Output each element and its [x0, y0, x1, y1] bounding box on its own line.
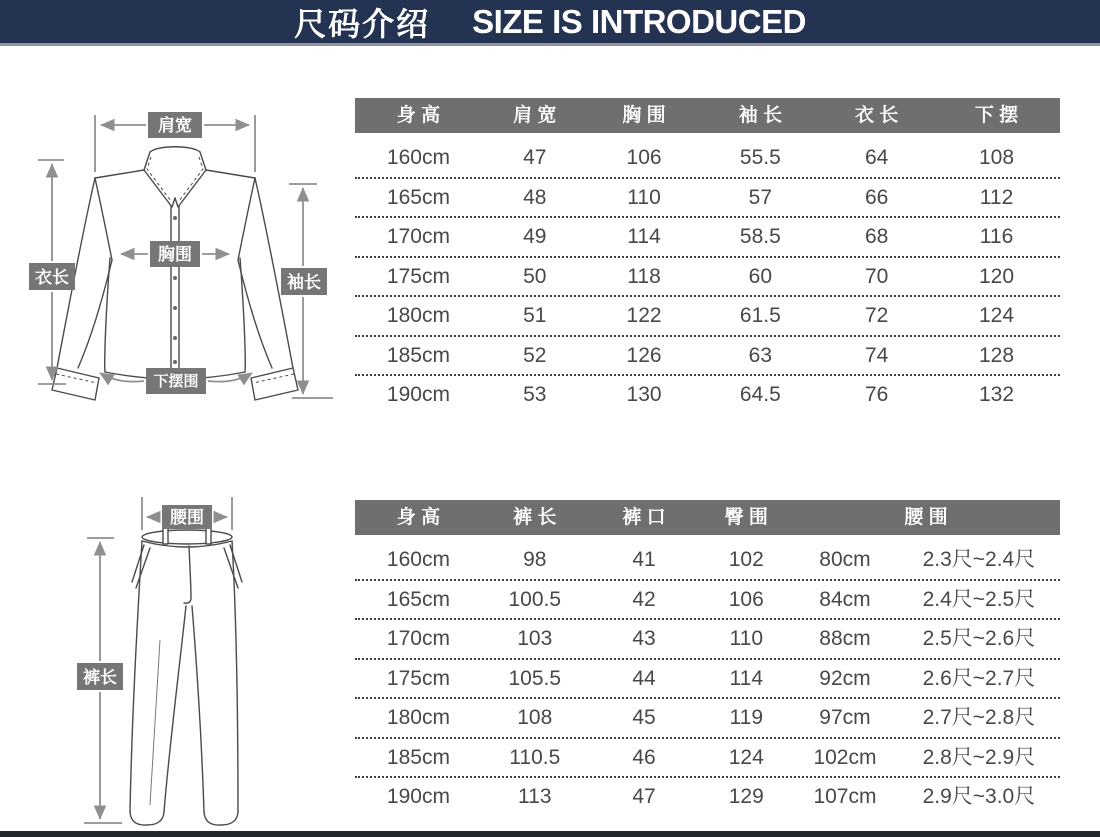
pants-table-body [355, 535, 1060, 816]
table-cell: 48 [523, 185, 547, 209]
table-cell: 160cm [386, 548, 450, 572]
table-cell: 98 [523, 548, 547, 572]
table-cell: 185cm [386, 745, 450, 769]
hem-circumference-label: 下摆围 [153, 373, 199, 390]
table-cell: 106 [728, 587, 764, 611]
table-row [355, 297, 1060, 337]
table-cell: 175cm [386, 264, 450, 288]
column-header: 衣 长 [855, 105, 899, 126]
table-cell: 114 [627, 225, 661, 249]
table-cell: 190cm [386, 383, 450, 407]
pants-illustration [130, 527, 242, 825]
table-cell: 2.4尺~2.5尺 [922, 587, 1036, 611]
table-cell: 132 [979, 383, 1015, 407]
table-row [355, 778, 1060, 816]
table-cell: 61.5 [739, 304, 781, 328]
table-cell: 110 [627, 185, 661, 209]
table-cell: 103 [517, 627, 553, 651]
table-cell: 165cm [386, 185, 450, 209]
table-row [355, 376, 1060, 414]
table-row [355, 699, 1060, 739]
table-cell: 110.5 [509, 745, 561, 769]
column-header: 身 高 [396, 507, 441, 528]
table-cell: 64.5 [739, 383, 781, 407]
column-header: 下 摆 [974, 105, 1019, 126]
table-row [355, 620, 1060, 660]
garment-length-measure [29, 160, 75, 384]
table-cell: 47 [523, 146, 547, 170]
sleeve-length-label: 袖长 [287, 273, 321, 292]
column-header: 袖 长 [738, 105, 782, 126]
table-cell: 190cm [386, 785, 450, 809]
pants-size-table [355, 500, 1060, 816]
pants-table-header [355, 500, 1060, 535]
chest-measure [121, 241, 229, 267]
table-cell: 175cm [386, 666, 450, 690]
table-cell: 170cm [386, 627, 450, 651]
table-cell: 108 [517, 706, 553, 730]
table-row [355, 179, 1060, 219]
table-cell: 110 [729, 627, 763, 651]
shirt-table-body [355, 133, 1060, 414]
shoulder-width-label: 肩宽 [158, 116, 192, 135]
table-cell: 72 [865, 304, 889, 328]
table-cell: 122 [626, 304, 662, 328]
table-cell: 2.8尺~2.9尺 [922, 745, 1036, 769]
pants-length-label: 裤长 [83, 668, 117, 687]
table-cell: 55.5 [739, 146, 781, 170]
column-header: 臀 围 [724, 507, 768, 528]
table-cell: 63 [748, 343, 773, 367]
waist-measure [142, 497, 232, 530]
table-row [355, 337, 1060, 377]
table-cell: 41 [632, 548, 656, 572]
table-row [355, 541, 1060, 581]
hem-circumference-measure [100, 368, 252, 394]
waist-label: 腰围 [170, 508, 204, 527]
table-cell: 64 [865, 146, 889, 170]
table-cell: 57 [748, 185, 773, 209]
shirt-table-header [355, 98, 1060, 133]
table-cell: 128 [979, 343, 1015, 367]
banner-title-en: SIZE IS INTRODUCED [472, 2, 806, 40]
table-cell: 180cm [386, 706, 450, 730]
column-header: 裤 长 [513, 507, 557, 528]
table-cell: 58.5 [739, 225, 781, 249]
table-row [355, 139, 1060, 179]
table-cell: 185cm [386, 343, 450, 367]
table-cell: 42 [632, 587, 656, 611]
table-cell: 120 [979, 264, 1015, 288]
table-cell: 100.5 [508, 587, 562, 611]
pants-measurement-diagram [0, 460, 350, 837]
table-cell: 107cm [813, 785, 877, 809]
table-cell: 129 [728, 785, 764, 809]
shirt-size-table [355, 98, 1060, 414]
table-cell: 51 [523, 304, 547, 328]
column-header: 胸 围 [622, 105, 666, 126]
table-cell: 2.6尺~2.7尺 [922, 666, 1036, 690]
table-cell: 102 [728, 548, 764, 572]
table-cell: 119 [729, 706, 763, 730]
table-cell: 52 [523, 343, 547, 367]
shoulder-width-measure [95, 112, 255, 172]
table-cell: 84cm [819, 587, 871, 611]
table-cell: 2.3尺~2.4尺 [922, 548, 1036, 572]
table-cell: 88cm [819, 627, 871, 651]
table-cell: 97cm [819, 706, 871, 730]
table-cell: 124 [979, 304, 1015, 328]
table-cell: 80cm [819, 548, 871, 572]
table-cell: 76 [865, 383, 889, 407]
table-cell: 68 [865, 225, 889, 249]
table-cell: 170cm [386, 225, 450, 249]
table-cell: 46 [632, 745, 656, 769]
shirt-illustration [52, 147, 298, 400]
shirt-measurement-diagram [0, 60, 350, 430]
table-cell: 108 [979, 146, 1015, 170]
table-cell: 165cm [386, 587, 450, 611]
table-cell: 74 [865, 343, 889, 367]
table-row [355, 581, 1060, 621]
table-cell: 112 [979, 185, 1014, 209]
table-cell: 2.5尺~2.6尺 [922, 627, 1036, 651]
banner-title-zh: 尺码介绍 [294, 5, 431, 42]
table-cell: 114 [729, 666, 763, 690]
column-header: 腰 围 [904, 507, 948, 528]
table-row [355, 739, 1060, 779]
table-cell: 45 [632, 706, 656, 730]
pants-length-measure [77, 538, 123, 823]
table-cell: 106 [626, 146, 662, 170]
table-row [355, 660, 1060, 700]
table-cell: 180cm [386, 304, 450, 328]
column-header: 肩 宽 [513, 105, 557, 126]
table-cell: 2.9尺~3.0尺 [922, 785, 1036, 809]
table-row [355, 218, 1060, 258]
table-cell: 70 [865, 264, 889, 288]
table-cell: 160cm [386, 146, 450, 170]
sleeve-length-measure [281, 184, 333, 398]
table-cell: 44 [632, 666, 656, 690]
bottom-divider-bar [0, 831, 1100, 837]
table-cell: 60 [748, 264, 773, 288]
table-cell: 130 [626, 383, 662, 407]
table-row [355, 258, 1060, 298]
table-cell: 105.5 [508, 666, 562, 690]
column-header: 裤 口 [622, 507, 666, 528]
table-cell: 92cm [819, 666, 871, 690]
table-cell: 113 [518, 785, 552, 809]
table-cell: 126 [626, 343, 662, 367]
table-cell: 49 [523, 225, 547, 249]
table-cell: 2.7尺~2.8尺 [922, 706, 1036, 730]
banner [0, 0, 1100, 46]
table-cell: 116 [979, 225, 1014, 249]
garment-length-label: 衣长 [35, 268, 69, 287]
table-cell: 66 [865, 185, 889, 209]
table-cell: 43 [632, 627, 656, 651]
table-cell: 102cm [813, 745, 877, 769]
table-cell: 53 [523, 383, 547, 407]
table-cell: 47 [632, 785, 656, 809]
table-cell: 50 [523, 264, 547, 288]
column-header: 身 高 [396, 105, 441, 126]
chest-label: 胸围 [158, 245, 192, 264]
table-cell: 124 [728, 745, 764, 769]
table-cell: 118 [627, 264, 661, 288]
